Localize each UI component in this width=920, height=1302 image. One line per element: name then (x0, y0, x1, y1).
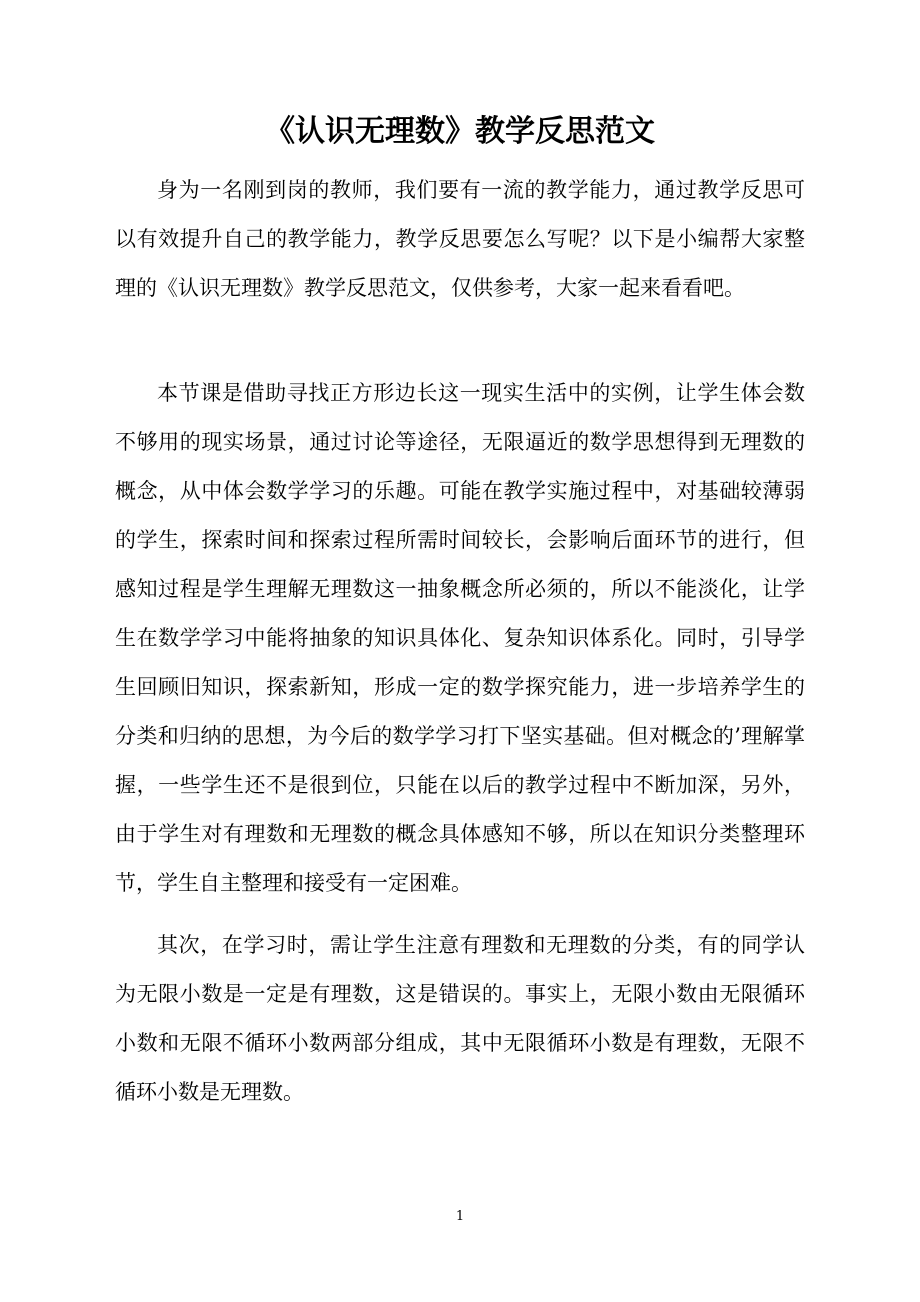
intro-paragraph: 身为一名刚到岗的教师，我们要有一流的教学能力，通过教学反思可以有效提升自己的教学能力，教学反思要怎么写呢？以下是小编帮大家整理的《认识无理数》教学反思范文，仅供参考，大家一起来看看吧。 (115, 178, 805, 300)
document-title: 《认识无理数》教学反思范文 (265, 114, 655, 149)
page-number: 1 (455, 1209, 465, 1224)
body-paragraph-1: 本节课是借助寻找正方形边长这一现实生活中的实例，让学生体会数不够用的现实场景，通过讨论等途径，无限逼近的数学思想得到无理数的概念，从中体会数学学习的乐趣。可能在教学实施过程中，对基础较薄弱的学生，探索时间和探索过程所需时间较长，会影响后面环节的进行，但感知过程是学生理解无理数这一抽象概念所必须的，所以不能淡化，让学生在数学学习中能将抽象的知识具体化、复杂知识体系化。同时，引导学生回顾旧知识，探索新知，形成一定的数学探究能力，进一步培养学生的分类和归纳的思想，为今后的数学学习打下坚实基础。但对概念的’理解掌握，一些学生还不是很到位，只能在以后的教学过程中不断加深，另外，由于学生对有理数和无理数的概念具体感知不够，所以在知识分类整理环节，学生自主整理和接受有一定困难。 (115, 381, 805, 895)
body-paragraph-2: 其次，在学习时，需让学生注意有理数和无理数的分类，有的同学认为无限小数是一定是有理数，这是错误的。事实上，无限小数由无限循环小数和无限不循环小数两部分组成，其中无限循环小数是有理数，无限不循环小数是无理数。 (115, 933, 805, 1104)
